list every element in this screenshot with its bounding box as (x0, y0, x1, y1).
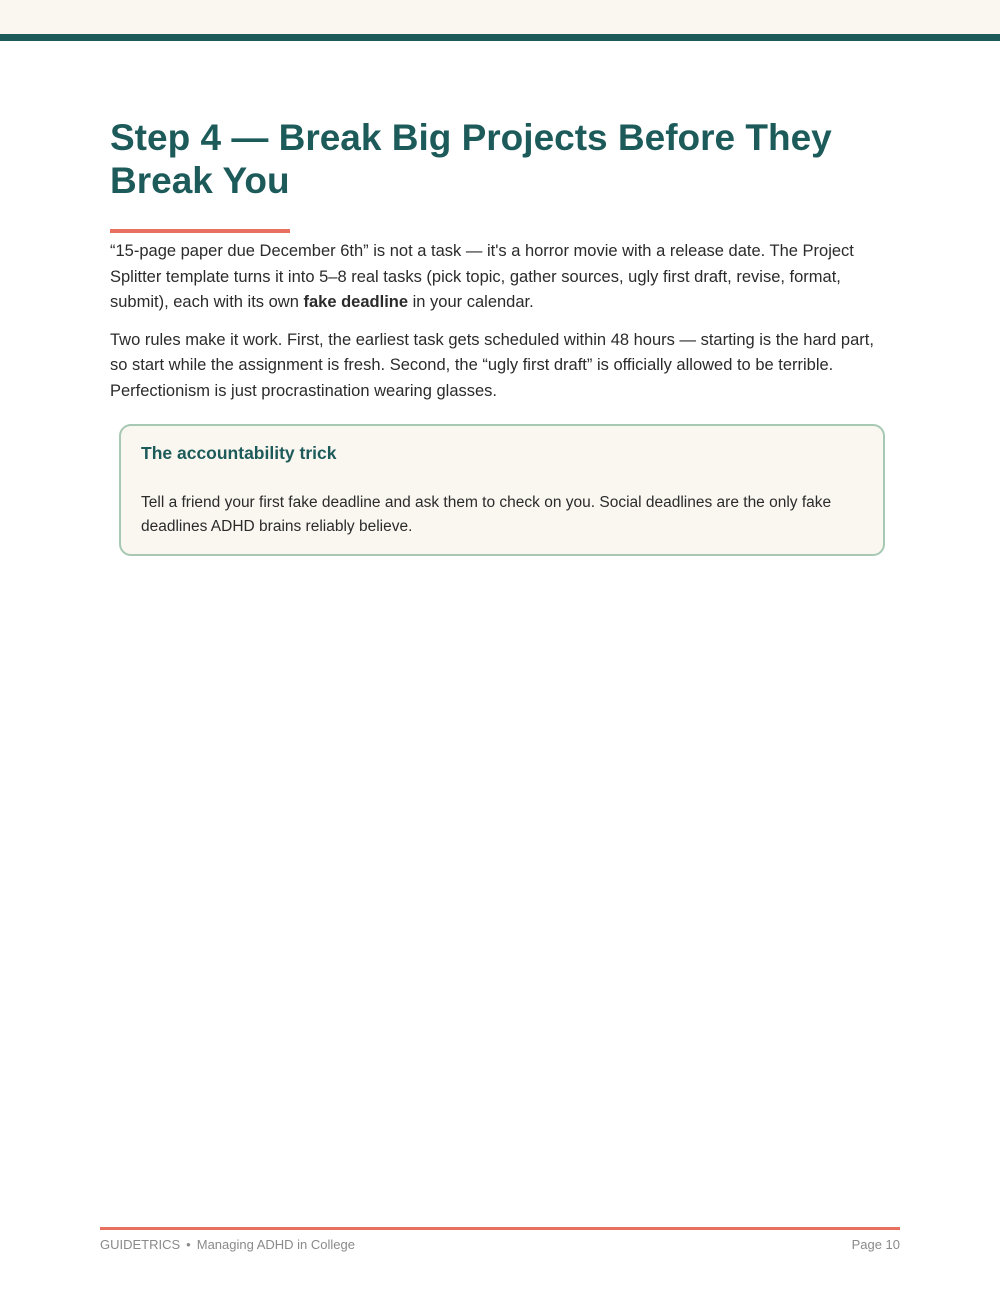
footer-publication (100, 1237, 355, 1253)
footer-brand: GUIDETRICS (100, 1237, 181, 1252)
title-underline (110, 229, 290, 233)
main-content (110, 116, 890, 404)
callout-title: The accountability trick (141, 443, 337, 463)
page-title: Step 4 — Break Big Projects Before They Break You (110, 117, 832, 201)
callout-box (119, 424, 885, 556)
paragraph-1-text-end: in your calendar. (408, 293, 534, 311)
body-paragraph-2: Two rules make it work. First, the earliest task gets scheduled within 48 hours — starting is the hard part, so start while the assignment is fresh. Second, the “ugly first draft” is officially allowed to be terrible. Perfectionism is just procrastination wearing glasses. (110, 330, 874, 400)
body-paragraph-1 (110, 239, 890, 316)
paragraph-1-bold-text: fake deadline (303, 293, 409, 311)
header-rule (0, 34, 1000, 41)
footer-book-title: Managing ADHD in College (196, 1237, 355, 1252)
header-band (0, 0, 1000, 34)
footer-rule (100, 1227, 900, 1230)
callout-body: Tell a friend your first fake deadline and ask them to check on you. Social deadlines are the only fake deadlines ADHD brains reliably believe. (141, 494, 832, 535)
page-number: Page 10 (851, 1237, 900, 1252)
footer-separator: • (186, 1237, 191, 1252)
paragraph-1-text-start: “15-page paper due December 6th” is not a task — it's a horror movie with a release date. The Project Splitter template turns it into 5–8 real tasks (pick topic, gather sources, ugly first draft, revise, format, submit), each with its own (110, 242, 854, 311)
